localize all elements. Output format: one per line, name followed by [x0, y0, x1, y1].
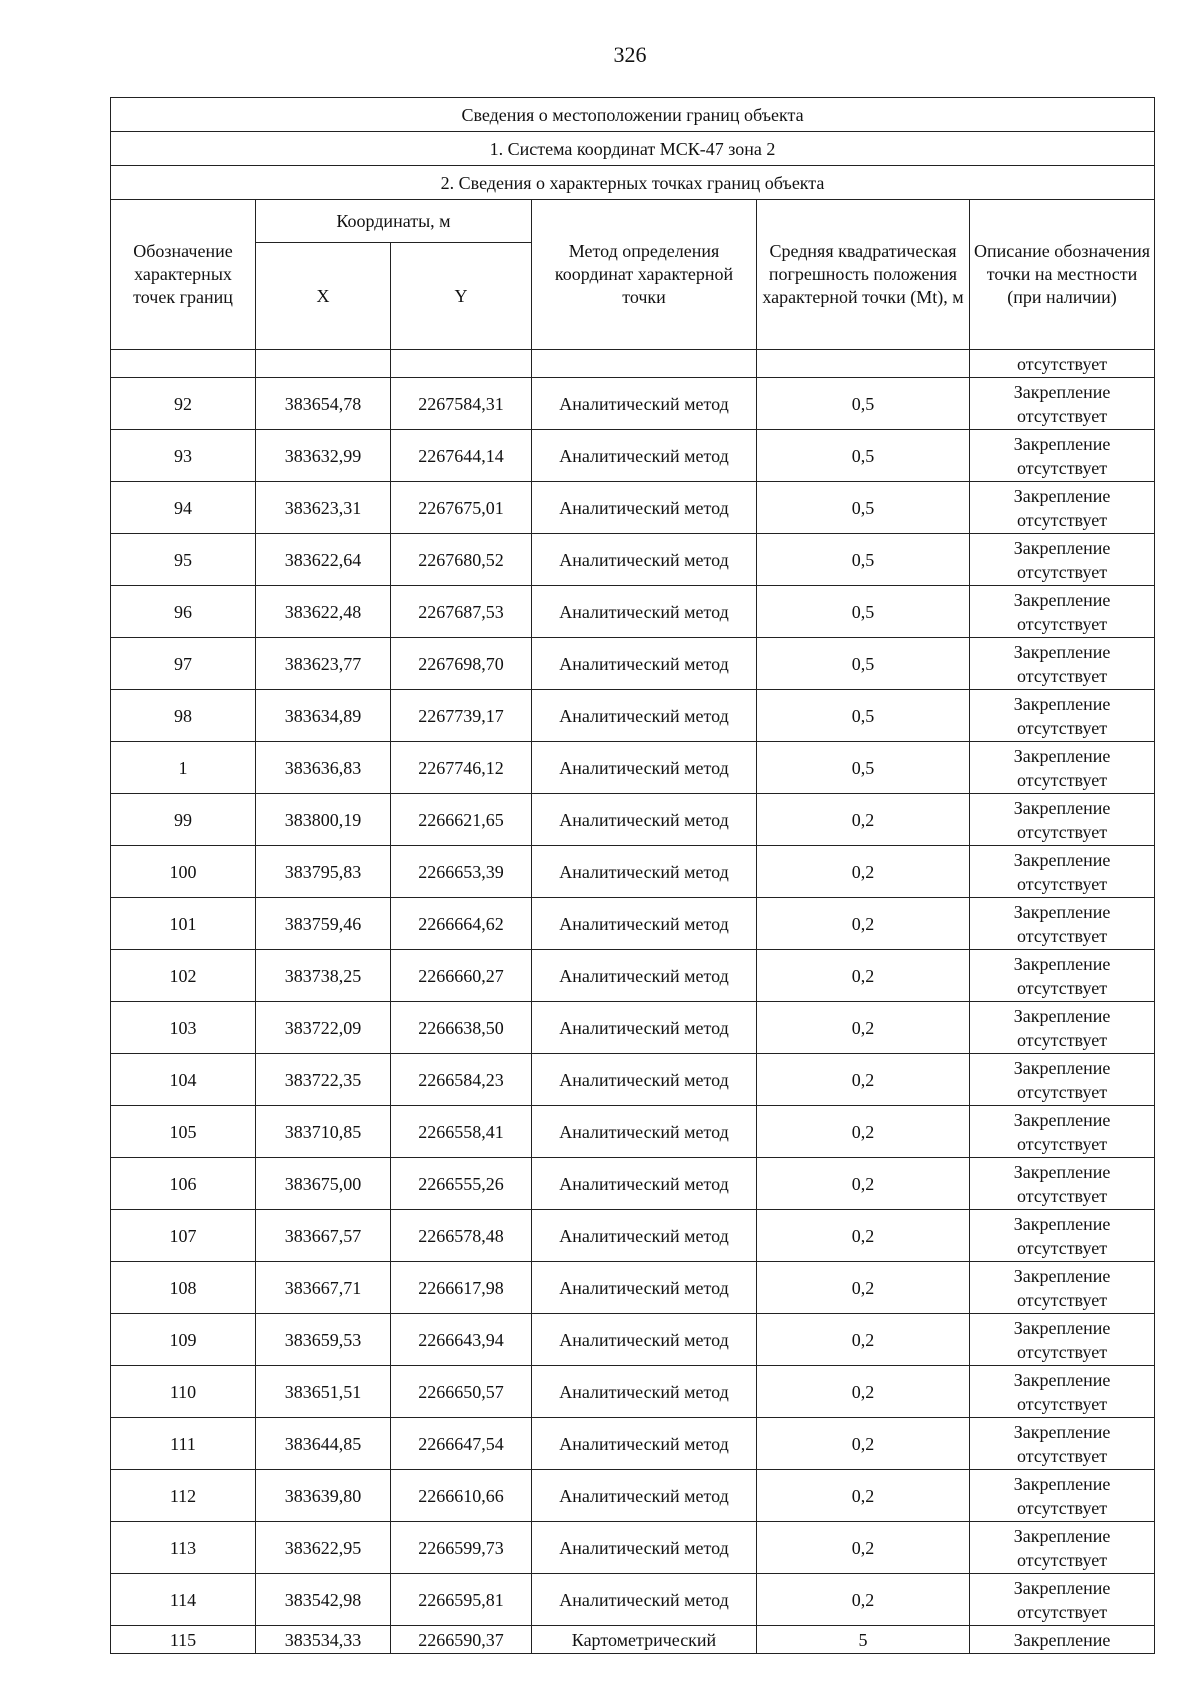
cell-x: 383659,53	[256, 1314, 391, 1366]
section-title: 2. Сведения о характерных точках границ объекта	[111, 166, 1155, 200]
cell-y: 2266643,94	[391, 1314, 532, 1366]
cell-error: 0,2	[757, 794, 970, 846]
title-row	[111, 98, 1155, 132]
coordinate-system-row	[111, 132, 1155, 166]
cell-x: 383667,57	[256, 1210, 391, 1262]
cell-point: 102	[111, 950, 256, 1002]
cell-y: 2267675,01	[391, 482, 532, 534]
table-row	[111, 586, 1155, 638]
cell-x: 383675,00	[256, 1158, 391, 1210]
cell-x: 383710,85	[256, 1106, 391, 1158]
table-row	[111, 690, 1155, 742]
cell-x: 383622,95	[256, 1522, 391, 1574]
cell-error: 0,5	[757, 586, 970, 638]
table-row	[111, 846, 1155, 898]
cell-desc: Закрепление отсутствует	[970, 1002, 1155, 1054]
table-row	[111, 378, 1155, 430]
cell-desc: Закрепление отсутствует	[970, 1366, 1155, 1418]
header-desc: Описание обозначения точки на местности (при наличии)	[970, 200, 1155, 350]
cell-y: 2267584,31	[391, 378, 532, 430]
section-title-row	[111, 166, 1155, 200]
table-row	[111, 430, 1155, 482]
table-row	[111, 1522, 1155, 1574]
table-row	[111, 482, 1155, 534]
cell-method: Аналитический метод	[532, 1314, 757, 1366]
empty-cell	[111, 350, 256, 378]
header-method: Метод определения координат характерной точки	[532, 200, 757, 350]
cell-desc: Закрепление отсутствует	[970, 950, 1155, 1002]
cell-method: Аналитический метод	[532, 846, 757, 898]
cell-point: 103	[111, 1002, 256, 1054]
cell-error: 0,2	[757, 950, 970, 1002]
cell-desc: Закрепление отсутствует	[970, 1054, 1155, 1106]
cell-method: Аналитический метод	[532, 378, 757, 430]
table-row-last	[111, 1626, 1155, 1654]
cell-error: 0,5	[757, 430, 970, 482]
cell-point: 96	[111, 586, 256, 638]
cell-y: 2266660,27	[391, 950, 532, 1002]
cell-point: 100	[111, 846, 256, 898]
cell-point: 99	[111, 794, 256, 846]
cell-x: 383639,80	[256, 1470, 391, 1522]
cell-x: 383623,77	[256, 638, 391, 690]
cell-point: 101	[111, 898, 256, 950]
cell-method: Аналитический метод	[532, 794, 757, 846]
cell-y: 2266647,54	[391, 1418, 532, 1470]
cell-desc: Закрепление отсутствует	[970, 1262, 1155, 1314]
cell-desc: Закрепление отсутствует	[970, 1574, 1155, 1626]
cell-point: 114	[111, 1574, 256, 1626]
cell-desc: Закрепление отсутствует	[970, 1158, 1155, 1210]
header-x: X	[256, 243, 391, 350]
cell-error: 0,2	[757, 846, 970, 898]
cell-point: 113	[111, 1522, 256, 1574]
cell-y: 2267644,14	[391, 430, 532, 482]
table-row	[111, 950, 1155, 1002]
cell-error: 0,2	[757, 1054, 970, 1106]
cell-point: 105	[111, 1106, 256, 1158]
cell-desc: Закрепление отсутствует	[970, 742, 1155, 794]
carry-over-desc: отсутствует	[970, 350, 1155, 378]
cell-x: 383622,64	[256, 534, 391, 586]
cell-point: 93	[111, 430, 256, 482]
header-coords: Координаты, м	[256, 200, 532, 243]
table-row	[111, 898, 1155, 950]
cell-desc: Закрепление отсутствует	[970, 378, 1155, 430]
cell-y: 2266610,66	[391, 1470, 532, 1522]
empty-cell	[532, 350, 757, 378]
cell-method: Аналитический метод	[532, 898, 757, 950]
cell-desc: Закрепление отсутствует	[970, 1106, 1155, 1158]
cell-y: 2266578,48	[391, 1210, 532, 1262]
table-row	[111, 794, 1155, 846]
cell-point: 110	[111, 1366, 256, 1418]
cell-desc: Закрепление отсутствует	[970, 1470, 1155, 1522]
cell-point: 94	[111, 482, 256, 534]
coordinate-system: 1. Система координат МСК-47 зона 2	[111, 132, 1155, 166]
cell-error: 0,2	[757, 1262, 970, 1314]
empty-cell	[391, 350, 532, 378]
cell-desc: Закрепление отсутствует	[970, 794, 1155, 846]
table-row	[111, 1366, 1155, 1418]
cell-desc: Закрепление отсутствует	[970, 1418, 1155, 1470]
cell-x: 383759,46	[256, 898, 391, 950]
table-title: Сведения о местоположении границ объекта	[111, 98, 1155, 132]
cell-method: Аналитический метод	[532, 1210, 757, 1262]
cell-point: 115	[111, 1626, 256, 1654]
cell-x: 383654,78	[256, 378, 391, 430]
cell-method: Аналитический метод	[532, 1158, 757, 1210]
header-point: Обозначение характерных точек границ	[111, 200, 256, 350]
cell-x: 383722,09	[256, 1002, 391, 1054]
cell-y: 2266590,37	[391, 1626, 532, 1654]
table-row	[111, 1314, 1155, 1366]
cell-point: 98	[111, 690, 256, 742]
cell-y: 2266617,98	[391, 1262, 532, 1314]
cell-x: 383534,33	[256, 1626, 391, 1654]
cell-y: 2267739,17	[391, 690, 532, 742]
table-row	[111, 1470, 1155, 1522]
cell-desc: Закрепление отсутствует	[970, 1314, 1155, 1366]
cell-error: 0,2	[757, 1418, 970, 1470]
cell-point: 108	[111, 1262, 256, 1314]
page-number: 326	[613, 42, 647, 67]
cell-y: 2266638,50	[391, 1002, 532, 1054]
cell-method: Картометрический	[532, 1626, 757, 1654]
cell-error: 0,2	[757, 1106, 970, 1158]
cell-desc: Закрепление	[970, 1626, 1155, 1654]
cell-error: 0,5	[757, 482, 970, 534]
cell-x: 383667,71	[256, 1262, 391, 1314]
cell-method: Аналитический метод	[532, 1574, 757, 1626]
cell-y: 2266621,65	[391, 794, 532, 846]
cell-method: Аналитический метод	[532, 534, 757, 586]
carry-over-row	[111, 350, 1155, 378]
table-row	[111, 1158, 1155, 1210]
table-row	[111, 1002, 1155, 1054]
header-y: Y	[391, 243, 532, 350]
cell-y: 2266664,62	[391, 898, 532, 950]
cell-point: 95	[111, 534, 256, 586]
cell-error: 0,5	[757, 534, 970, 586]
cell-x: 383622,48	[256, 586, 391, 638]
cell-x: 383795,83	[256, 846, 391, 898]
cell-point: 111	[111, 1418, 256, 1470]
cell-point: 97	[111, 638, 256, 690]
cell-point: 92	[111, 378, 256, 430]
cell-y: 2266653,39	[391, 846, 532, 898]
table-row	[111, 638, 1155, 690]
table-row	[111, 534, 1155, 586]
cell-y: 2266584,23	[391, 1054, 532, 1106]
cell-error: 0,2	[757, 1574, 970, 1626]
cell-method: Аналитический метод	[532, 690, 757, 742]
table-row	[111, 1106, 1155, 1158]
cell-desc: Закрепление отсутствует	[970, 482, 1155, 534]
boundary-points-table	[110, 97, 1155, 1654]
cell-error: 0,2	[757, 1002, 970, 1054]
cell-y: 2267687,53	[391, 586, 532, 638]
cell-y: 2266650,57	[391, 1366, 532, 1418]
cell-x: 383644,85	[256, 1418, 391, 1470]
cell-point: 104	[111, 1054, 256, 1106]
header-error: Средняя квадратическая погрешность положения характерной точки (Mt), м	[757, 200, 970, 350]
cell-error: 0,5	[757, 742, 970, 794]
cell-method: Аналитический метод	[532, 1054, 757, 1106]
cell-method: Аналитический метод	[532, 1470, 757, 1522]
cell-point: 106	[111, 1158, 256, 1210]
cell-point: 107	[111, 1210, 256, 1262]
cell-x: 383632,99	[256, 430, 391, 482]
cell-desc: Закрепление отсутствует	[970, 586, 1155, 638]
cell-point: 109	[111, 1314, 256, 1366]
cell-desc: Закрепление отсутствует	[970, 1522, 1155, 1574]
cell-method: Аналитический метод	[532, 1106, 757, 1158]
cell-y: 2267746,12	[391, 742, 532, 794]
cell-method: Аналитический метод	[532, 638, 757, 690]
header-row	[111, 200, 1155, 243]
cell-desc: Закрепление отсутствует	[970, 846, 1155, 898]
cell-point: 1	[111, 742, 256, 794]
cell-error: 0,2	[757, 1522, 970, 1574]
cell-x: 383636,83	[256, 742, 391, 794]
cell-method: Аналитический метод	[532, 1418, 757, 1470]
table-row	[111, 1418, 1155, 1470]
cell-desc: Закрепление отсутствует	[970, 638, 1155, 690]
cell-y: 2267680,52	[391, 534, 532, 586]
cell-error: 0,2	[757, 898, 970, 950]
cell-y: 2266599,73	[391, 1522, 532, 1574]
cell-x: 383800,19	[256, 794, 391, 846]
cell-x: 383651,51	[256, 1366, 391, 1418]
cell-desc: Закрепление отсутствует	[970, 430, 1155, 482]
cell-method: Аналитический метод	[532, 1366, 757, 1418]
cell-method: Аналитический метод	[532, 950, 757, 1002]
cell-x: 383623,31	[256, 482, 391, 534]
cell-method: Аналитический метод	[532, 1002, 757, 1054]
cell-error: 0,5	[757, 378, 970, 430]
cell-error: 0,5	[757, 690, 970, 742]
cell-error: 0,2	[757, 1314, 970, 1366]
cell-y: 2266595,81	[391, 1574, 532, 1626]
table-row	[111, 1210, 1155, 1262]
cell-y: 2266555,26	[391, 1158, 532, 1210]
cell-method: Аналитический метод	[532, 430, 757, 482]
table-row	[111, 1574, 1155, 1626]
cell-error: 5	[757, 1626, 970, 1654]
cell-method: Аналитический метод	[532, 1522, 757, 1574]
table-row	[111, 1054, 1155, 1106]
cell-method: Аналитический метод	[532, 1262, 757, 1314]
empty-cell	[757, 350, 970, 378]
cell-x: 383542,98	[256, 1574, 391, 1626]
empty-cell	[256, 350, 391, 378]
cell-desc: Закрепление отсутствует	[970, 898, 1155, 950]
cell-desc: Закрепление отсутствует	[970, 1210, 1155, 1262]
cell-error: 0,5	[757, 638, 970, 690]
cell-y: 2267698,70	[391, 638, 532, 690]
table-row	[111, 1262, 1155, 1314]
cell-error: 0,2	[757, 1158, 970, 1210]
cell-error: 0,2	[757, 1366, 970, 1418]
cell-method: Аналитический метод	[532, 586, 757, 638]
cell-y: 2266558,41	[391, 1106, 532, 1158]
cell-desc: Закрепление отсутствует	[970, 690, 1155, 742]
cell-x: 383634,89	[256, 690, 391, 742]
cell-x: 383722,35	[256, 1054, 391, 1106]
cell-desc: Закрепление отсутствует	[970, 534, 1155, 586]
cell-error: 0,2	[757, 1210, 970, 1262]
cell-method: Аналитический метод	[532, 482, 757, 534]
cell-x: 383738,25	[256, 950, 391, 1002]
cell-point: 112	[111, 1470, 256, 1522]
cell-method: Аналитический метод	[532, 742, 757, 794]
cell-error: 0,2	[757, 1470, 970, 1522]
table-row	[111, 742, 1155, 794]
